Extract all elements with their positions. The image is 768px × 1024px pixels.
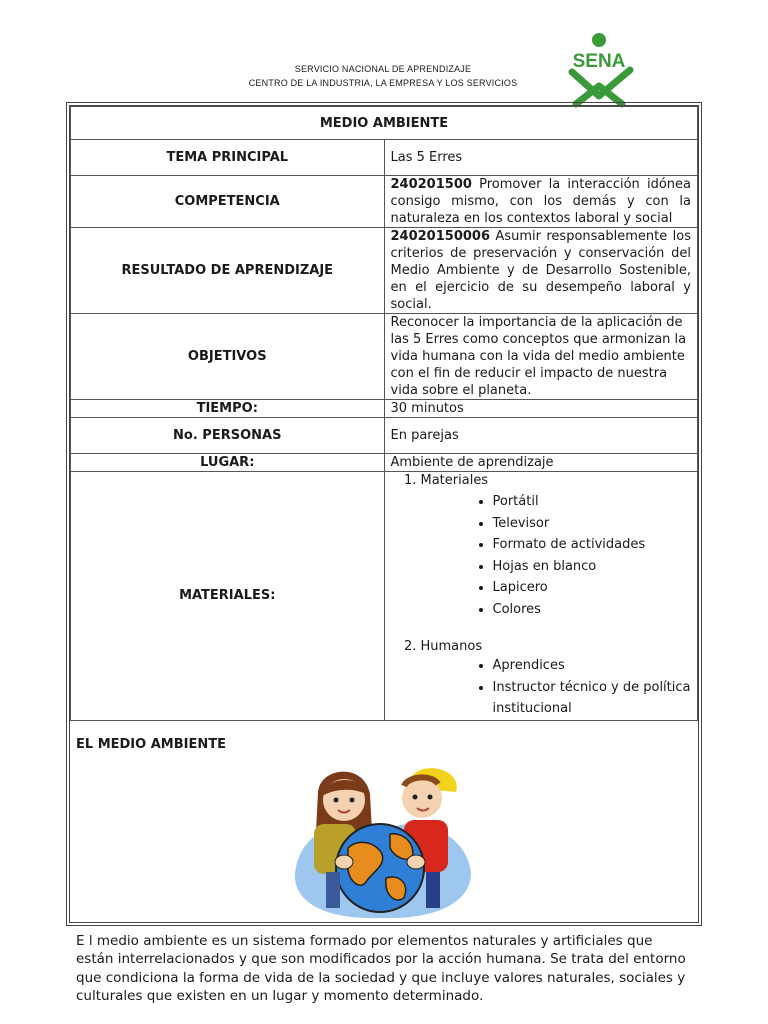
competencia-code: 240201500	[390, 177, 472, 192]
list-item: • Hojas en blanco	[493, 556, 692, 578]
competencia-value	[384, 176, 698, 228]
objetivos-label: OBJETIVOS	[71, 314, 385, 400]
competencia-label: COMPETENCIA	[71, 176, 385, 228]
list-item: • Portátil	[493, 491, 692, 513]
materiales-row	[71, 472, 698, 721]
list-item: • Lapicero	[493, 577, 692, 599]
lugar-row	[71, 454, 698, 472]
institution-heading	[200, 62, 566, 90]
table-title: MEDIO AMBIENTE	[71, 107, 698, 140]
sena-logo-text: SENA	[572, 51, 626, 72]
institution-name: SERVICIO NACIONAL DE APRENDIZAJE	[294, 64, 472, 74]
medio-ambiente-section	[70, 721, 698, 1006]
materiales-label: MATERIALES:	[71, 472, 385, 721]
humanos-items	[421, 655, 692, 720]
materiales-group	[421, 472, 692, 620]
materiales-group-label: Materiales	[420, 473, 489, 488]
tiempo-value: 30 minutos	[384, 400, 698, 418]
list-item: • Televisor	[493, 513, 692, 535]
resultado-code: 24020150006	[390, 229, 490, 244]
objetivos-row	[71, 314, 698, 400]
personas-value: En parejas	[384, 418, 698, 454]
tema-row	[71, 140, 698, 176]
lugar-label: LUGAR:	[71, 454, 385, 472]
document-header	[0, 51, 768, 98]
tiempo-row	[71, 400, 698, 418]
humanos-group-label: Humanos	[420, 639, 483, 654]
center-name: CENTRO DE LA INDUSTRIA, LA EMPRESA Y LOS SERVICIOS	[248, 78, 518, 88]
document-frame	[66, 102, 702, 1004]
resultado-text: Asumir responsablemente los criterios de preservación y conservación del Medio Ambiente y de Desarrollo Sostenible, en el ejercicio de su desempeño laboral y social.	[390, 229, 691, 312]
list-item: • Formato de actividades	[493, 534, 692, 556]
competencia-text: Promover la interacción idónea consigo mismo, con los demás y con la naturaleza en los contextos laboral y social	[390, 177, 691, 226]
lugar-value: Ambiente de aprendizaje	[384, 454, 698, 472]
resultado-value	[384, 228, 698, 314]
materiales-items	[421, 491, 692, 620]
personas-label: No. PERSONAS	[71, 418, 385, 454]
list-item: • Colores	[493, 599, 692, 621]
list-item: • Aprendices	[493, 655, 692, 677]
activity-table	[70, 106, 698, 721]
sena-logo	[558, 32, 644, 108]
tiempo-label: TIEMPO:	[71, 400, 385, 418]
objetivos-value: Reconocer la importancia de la aplicación de las 5 Erres como conceptos que armonizan la vida humana con la vida del medio ambiente con el fin de reducir el impacto de nuestra vida sobre el planeta.	[384, 314, 698, 400]
document-inner-frame	[69, 105, 699, 1004]
section-paragraph: E l medio ambiente es un sistema formado por elementos naturales y artificiales que están interrelacionados y que son modificados por la acción humana. Se trata del entorno que condiciona la forma de vida de la sociedad y que incluye valores naturales, sociales y culturales que existen en un lugar y momento determinado.	[76, 932, 686, 1004]
tema-value: Las 5 Erres	[384, 140, 698, 176]
section-title: EL MEDIO AMBIENTE	[76, 736, 226, 752]
competencia-row	[71, 176, 698, 228]
list-item: • Instructor técnico y de política institucional	[493, 677, 692, 720]
title-row	[71, 107, 698, 140]
resultado-row	[71, 228, 698, 314]
children-globe-illustration	[286, 762, 476, 922]
materiales-list	[391, 472, 692, 720]
resultado-label: RESULTADO DE APRENDIZAJE	[71, 228, 385, 314]
materiales-value	[384, 472, 698, 721]
tema-label: TEMA PRINCIPAL	[71, 140, 385, 176]
personas-row	[71, 418, 698, 454]
humanos-group	[421, 638, 692, 720]
